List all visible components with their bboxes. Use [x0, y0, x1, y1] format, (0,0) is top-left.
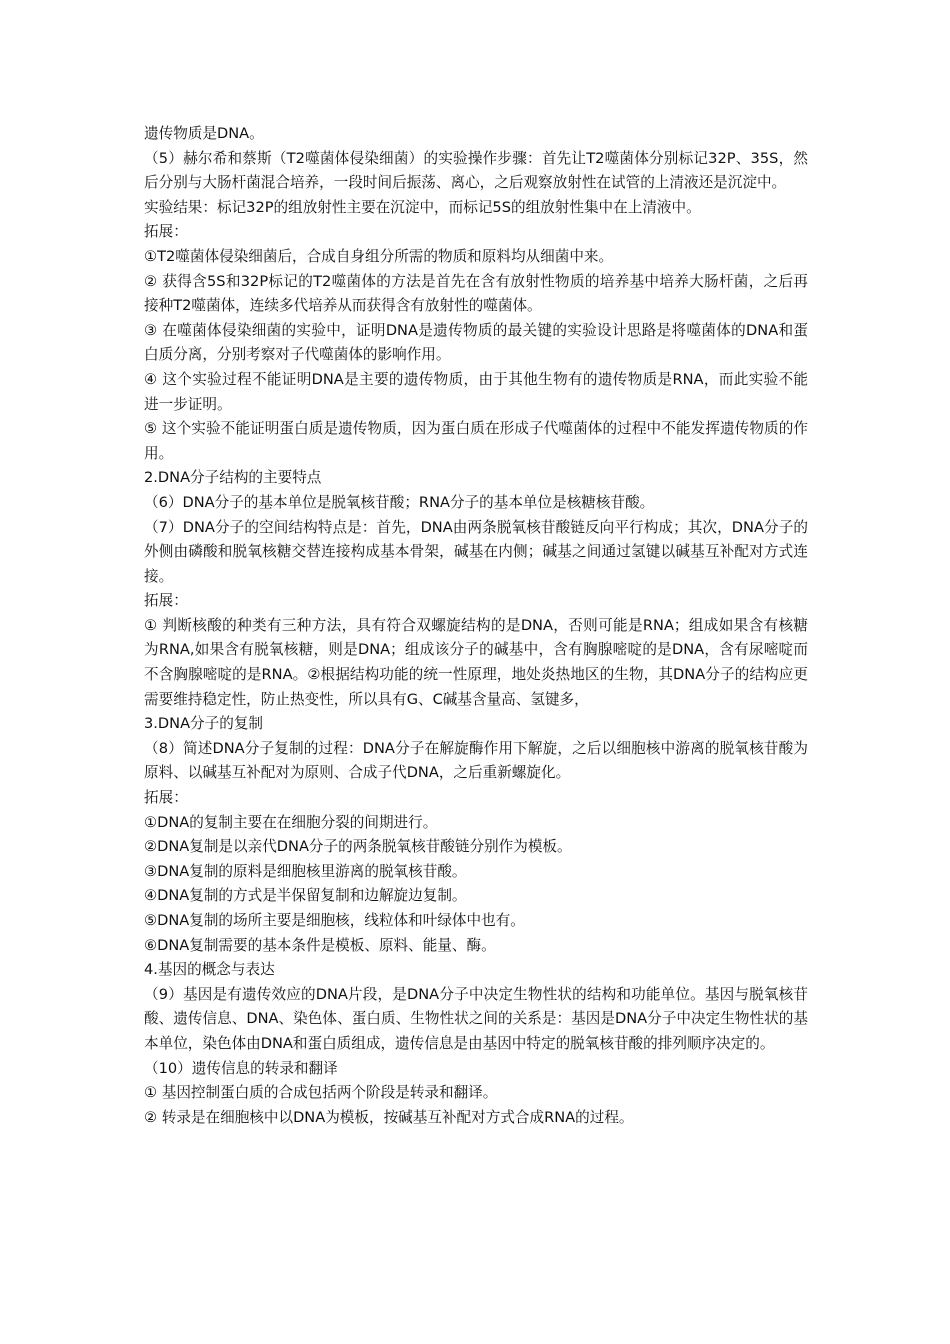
paragraph: ⑤ 这个实验不能证明蛋白质是遗传物质，因为蛋白质在形成子代噬菌体的过程中不能发挥遗传物质的作用。 — [144, 420, 808, 462]
paragraph: ①DNA的复制主要在在细胞分裂的间期进行。 — [144, 813, 438, 831]
paragraph: （8）简述DNA分子复制的过程：DNA分子在解旋酶作用下解旋，之后以细胞核中游离的脱氧核苷酸为原料、以碱基互补配对为原则、合成子代DNA，之后重新螺旋化。 — [144, 739, 808, 782]
paragraph: ② 转录是在细胞核中以DNA为模板，按碱基互补配对方式合成RNA的过程。 — [144, 1108, 634, 1126]
paragraph: （9）基因是有遗传效应的DNA片段，是DNA分子中决定生物性状的结构和功能单位。基因与脱氧核苷酸、遗传信息、DNA、染色体、蛋白质、生物性状之间的关系是：基因是DNA分子中决定生物性状的基本单位，染色体由DNA和蛋白质组成，遗传信息是由基因中特定的脱氧核苷酸的排列顺序决定的。 — [144, 985, 808, 1052]
paragraph: 拓展： — [144, 592, 188, 610]
section-heading: 2.DNA分子结构的主要特点 — [144, 469, 322, 487]
paragraph: （7）DNA分子的空间结构特点是：首先，DNA由两条脱氧核苷酸链反向平行构成；其次，DNA分子的外侧由磷酸和脱氧核糖交替连接构成基本骨架，碱基在内侧；碱基之间通过氢键以碱基互补配对方式连接。 — [144, 518, 808, 585]
paragraph: 拓展： — [144, 789, 188, 807]
section-heading: 4.基因的概念与表达 — [144, 961, 275, 979]
paragraph: 拓展： — [144, 223, 188, 241]
paragraph: （5）赫尔希和蔡斯（T2噬菌体侵染细菌）的实验操作步骤：首先让T2噬菌体分别标记32P、35S，然后分别与大肠杆菌混合培养，一段时间后振荡、离心，之后观察放射性在试管的上清液还是沉淀中。 — [144, 149, 808, 192]
paragraph: 遗传物质是DNA。 — [144, 125, 264, 142]
paragraph: ② 获得含5S和32P标记的T2噬菌体的方法是首先在含有放射性物质的培养基中培养大肠杆菌，之后再接种T2噬菌体，连续多代培养从而获得含有放射性的噬菌体。 — [144, 272, 808, 315]
document-body — [144, 122, 808, 1130]
paragraph: （10）遗传信息的转录和翻译 — [144, 1059, 338, 1077]
paragraph: ④ 这个实验过程不能证明DNA是主要的遗传物质，由于其他生物有的遗传物质是RNA，而此实验不能进一步证明。 — [144, 370, 808, 413]
paragraph: ① 判断核酸的种类有三种方法，具有符合双螺旋结构的是DNA，否则可能是RNA；组成如果含有核糖为RNA,如果含有脱氧核糖，则是DNA；组成该分子的碱基中，含有胸腺嘧啶的是DNA，含有尿嘧啶而不含胸腺嘧啶的是RNA。②根据结构功能的统一性原理，地处炎热地区的生物，其DNA分子的结构应更需要维持稳定性，防止热变性，所以具有G、C碱基含量高、氢键多， — [144, 616, 808, 708]
paragraph: ⑤DNA复制的场所主要是细胞核，线粒体和叶绿体中也有。 — [144, 912, 525, 929]
paragraph: （6）DNA分子的基本单位是脱氧核苷酸；RNA分子的基本单位是核糖核苷酸。 — [144, 493, 655, 511]
paragraph: ① 基因控制蛋白质的合成包括两个阶段是转录和翻译。 — [144, 1084, 498, 1102]
paragraph: ③DNA复制的原料是细胞核里游离的脱氧核苷酸。 — [144, 862, 467, 880]
section-heading: 3.DNA分子的复制 — [144, 715, 264, 733]
paragraph: ①T2噬菌体侵染细菌后，合成自身组分所需的物质和原料均从细菌中来。 — [144, 247, 614, 265]
paragraph: ④DNA复制的方式是半保留复制和边解旋边复制。 — [144, 887, 467, 905]
paragraph: ⑥DNA复制需要的基本条件是模板、原料、能量、酶。 — [144, 936, 496, 954]
paragraph: 实验结果：标记32P的组放射性主要在沉淀中，而标记5S的组放射性集中在上清液中。 — [144, 198, 701, 216]
paragraph: ②DNA复制是以亲代DNA分子的两条脱氧核苷酸链分别作为模板。 — [144, 838, 572, 856]
paragraph: ③ 在噬菌体侵染细菌的实验中，证明DNA是遗传物质的最关键的实验设计思路是将噬菌体的DNA和蛋白质分离，分别考察对子代噬菌体的影响作用。 — [144, 321, 808, 364]
